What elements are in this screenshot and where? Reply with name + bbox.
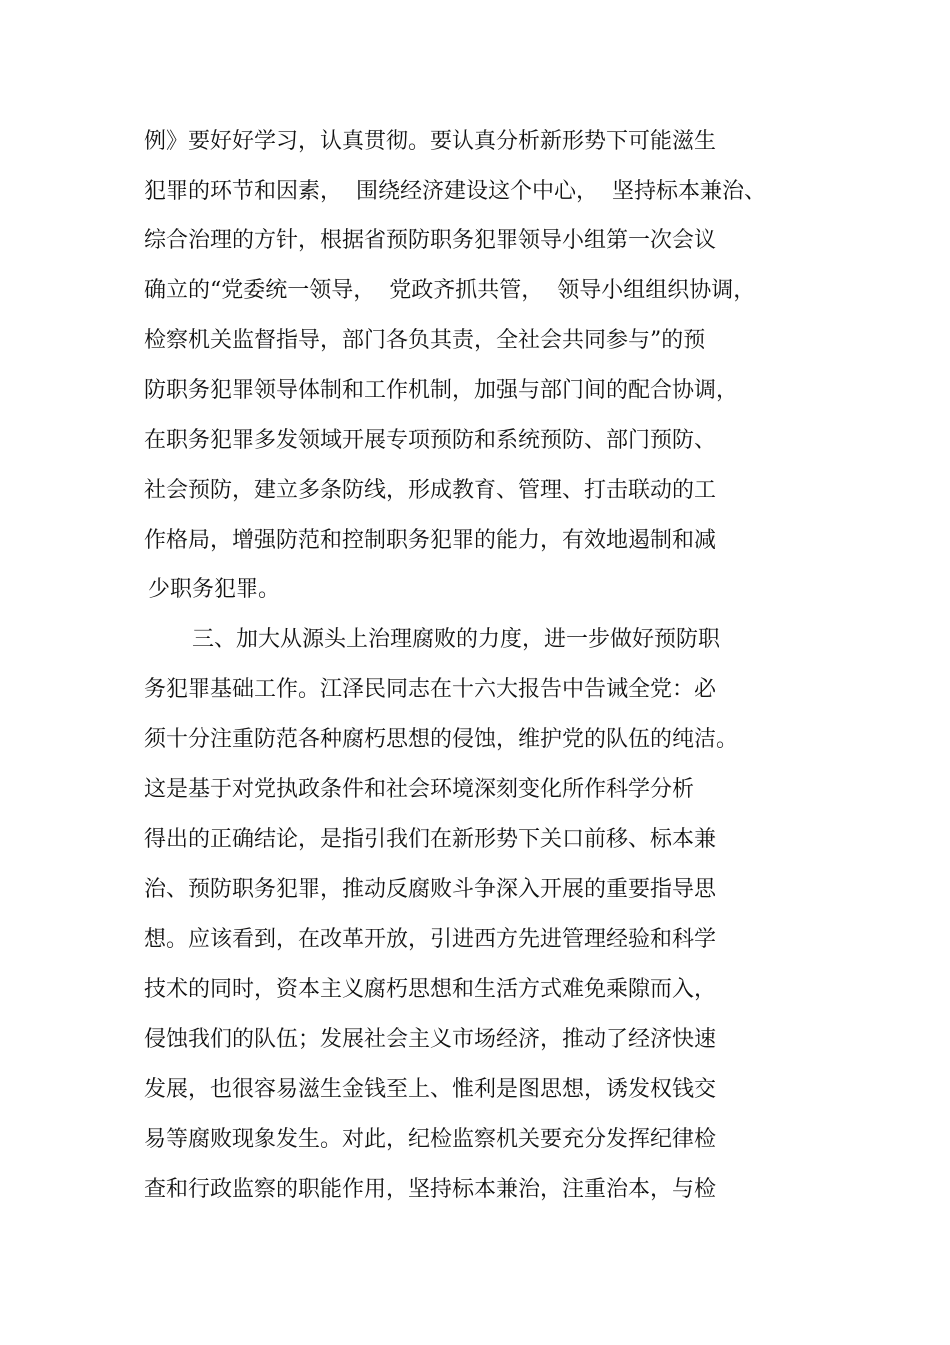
text-line: 想。应该看到，在改革开放，引进西方先进管理经验和科学 bbox=[144, 927, 717, 952]
text-line: 侵蚀我们的队伍；发展社会主义市场经济，推动了经济快速 bbox=[144, 1027, 717, 1052]
text-line: 社会预防，建立多条防线，形成教育、管理、打击联动的工 bbox=[144, 478, 717, 503]
text-line: 得出的正确结论，是指引我们在新形势下关口前移、标本兼 bbox=[144, 827, 717, 852]
text-line: 确立的“党委统一领导， 党政齐抓共管， 领导小组组织协调， bbox=[144, 278, 756, 303]
text-line: 少职务犯罪。 bbox=[148, 577, 281, 602]
text-line: 例》要好好学习，认真贯彻。要认真分析新形势下可能滋生 bbox=[144, 129, 717, 154]
text-line: 治、预防职务犯罪，推动反腐败斗争深入开展的重要指导思 bbox=[144, 877, 717, 902]
text-line: 犯罪的环节和因素， 围绕经济建设这个中心， 坚持标本兼治、 bbox=[144, 179, 766, 204]
text-line: 这是基于对党执政条件和社会环境深刻变化所作科学分析 bbox=[144, 777, 695, 802]
text-line: 技术的同时，资本主义腐朽思想和生活方式难免乘隙而入， bbox=[144, 977, 717, 1002]
text-line: 查和行政监察的职能作用，坚持标本兼治，注重治本，与检 bbox=[144, 1177, 717, 1202]
text-line: 防职务犯罪领导体制和工作机制，加强与部门间的配合协调， bbox=[144, 378, 739, 403]
paragraph-start-line: 三、加大从源头上治理腐败的力度，进一步做好预防职 bbox=[192, 627, 721, 652]
text-line: 作格局，增强防范和控制职务犯罪的能力，有效地遏制和减 bbox=[144, 528, 717, 553]
text-line: 在职务犯罪多发领域开展专项预防和系统预防、部门预防、 bbox=[144, 428, 717, 453]
text-line: 易等腐败现象发生。对此，纪检监察机关要充分发挥纪律检 bbox=[144, 1127, 717, 1152]
text-line: 务犯罪基础工作。江泽民同志在十六大报告中告诫全党：必 bbox=[144, 677, 717, 702]
text-line: 发展，也很容易滋生金钱至上、惟利是图思想，诱发权钱交 bbox=[144, 1077, 717, 1102]
text-line: 须十分注重防范各种腐朽思想的侵蚀，维护党的队伍的纯洁。 bbox=[144, 727, 739, 752]
text-line: 综合治理的方针，根据省预防职务犯罪领导小组第一次会议 bbox=[144, 228, 717, 253]
text-line: 检察机关监督指导，部门各负其责，全社会共同参与”的预 bbox=[144, 328, 706, 353]
